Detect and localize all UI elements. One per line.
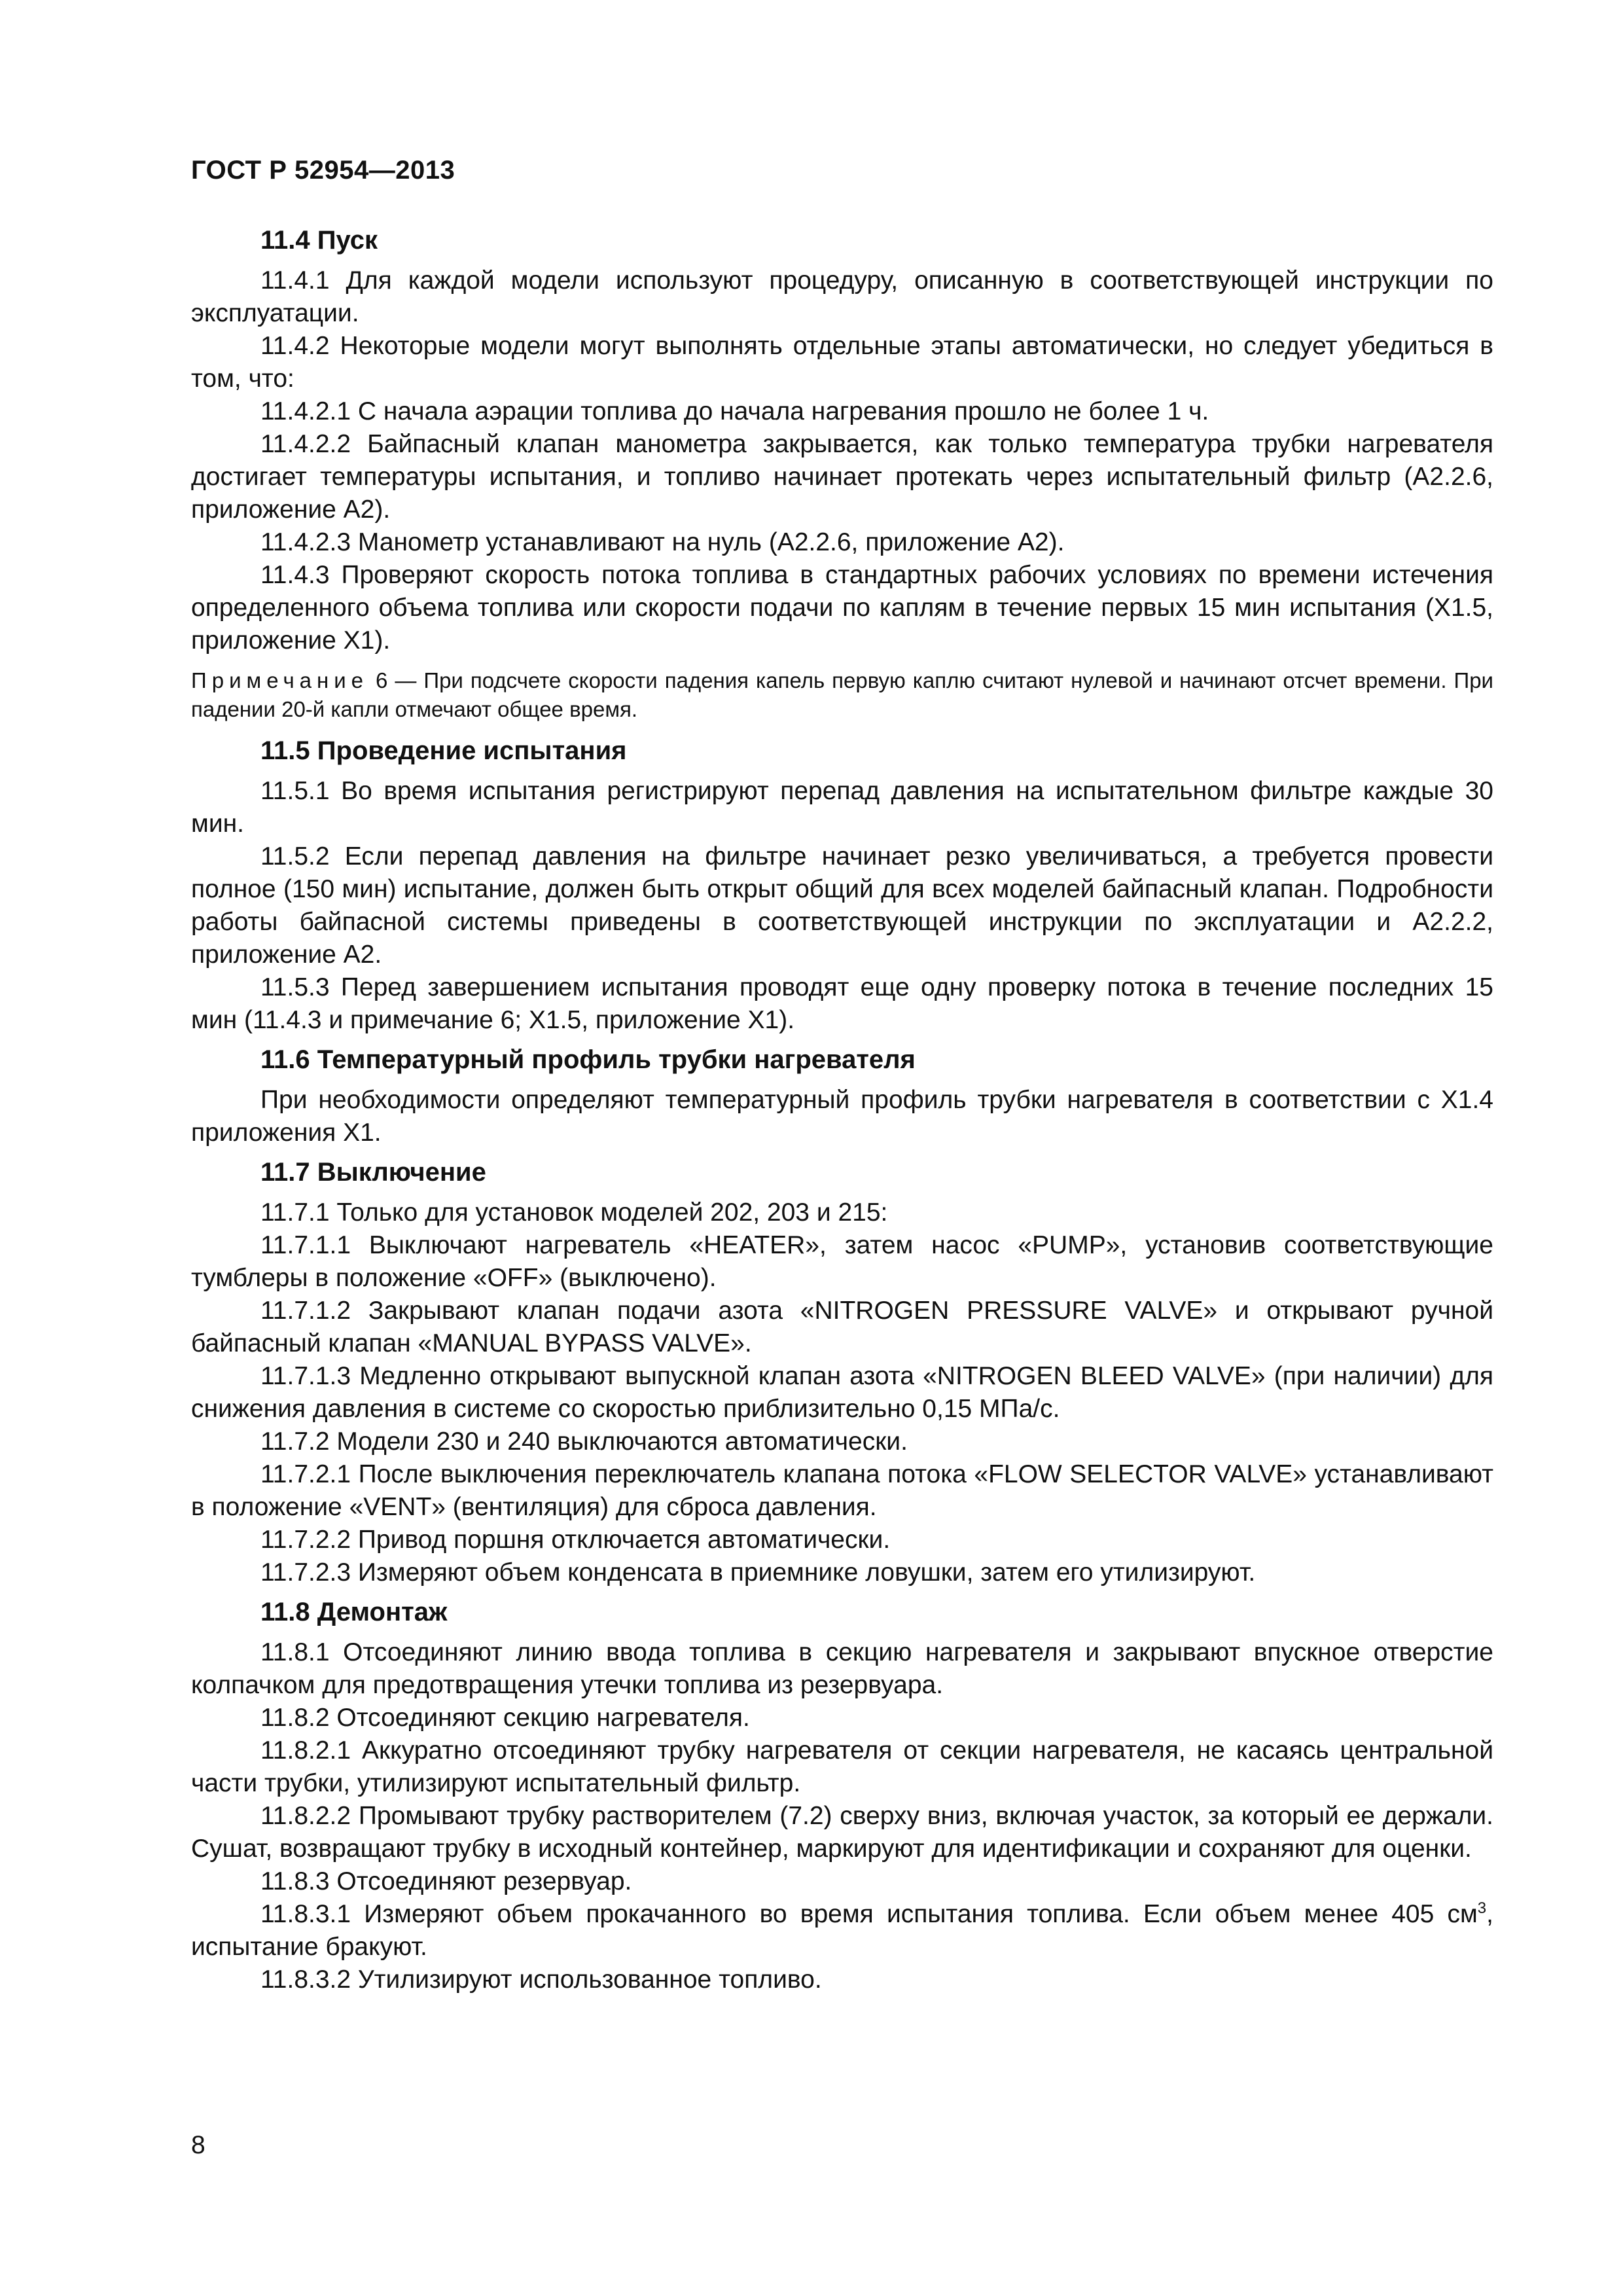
paragraph: 11.8.1 Отсоединяют линию ввода топлива в секцию нагревателя и закрывают впускное отверстие колпачком для предотвращения утечки топлива из резервуара.	[191, 1638, 1493, 1699]
paragraph: 11.7.2.1 После выключения переключатель клапана потока «FLOW SELECTOR VALVE» устанавливают в положение «VENT» (вентиляция) для сброса давления.	[191, 1460, 1493, 1521]
note-text: 6 — При подсчете скорости падения капель первую каплю считают нулевой и начинают отсчет времени. При падении 20-й капли отмечают общее время.	[191, 668, 1493, 721]
page-number: 8	[191, 2131, 205, 2159]
paragraph: 11.8.3.2 Утилизируют использованное топливо.	[260, 1965, 822, 1994]
note	[191, 666, 1493, 724]
section-11-5	[191, 734, 1493, 1037]
paragraph: 11.7.1.2 Закрывают клапан подачи азота «NITROGEN PRESSURE VALVE» и открывают ручной байпасный клапан «MANUAL BYPASS VALVE».	[191, 1297, 1493, 1357]
paragraph: 11.7.2 Модели 230 и 240 выключаются автоматически.	[260, 1427, 908, 1456]
paragraph: 11.7.1.1 Выключают нагреватель «HEATER», затем насос «PUMP», установив соответствующие тумблеры в положение «OFF» (выключено).	[191, 1231, 1493, 1292]
paragraph-text: 11.8.3.1 Измеряют объем прокачанного во время испытания топлива. Если объем менее 405 см	[260, 1900, 1478, 1928]
section-11-4	[191, 224, 1493, 724]
paragraph: 11.4.2.1 С начала аэрации топлива до начала нагревания прошло не более 1 ч.	[260, 397, 1209, 425]
document-header: ГОСТ Р 52954—2013	[191, 156, 455, 185]
paragraph: 11.8.2 Отсоединяют секцию нагревателя.	[260, 1704, 750, 1732]
section-heading: 11.8 Демонтаж	[260, 1598, 448, 1626]
section-11-7	[191, 1156, 1493, 1589]
note-label: Примечание	[191, 668, 369, 692]
paragraph: 11.7.1.3 Медленно открывают выпускной клапан азота «NITROGEN BLEED VALVE» (при наличии) для снижения давления в системе со скоростью приблизительно 0,15 МПа/с.	[191, 1362, 1493, 1423]
paragraph-text: , испытание бракуют.	[191, 1900, 1493, 1961]
paragraph: 11.7.2.3 Измеряют объем конденсата в приемнике ловушки, затем его утилизируют.	[260, 1558, 1256, 1587]
paragraph: 11.5.3 Перед завершением испытания проводят еще одну проверку потока в течение последних 15 мин (11.4.3 и примечание 6; Х1.5, приложение Х1).	[191, 973, 1493, 1034]
section-heading: 11.4 Пуск	[260, 226, 378, 255]
document-body	[191, 224, 1493, 1996]
section-heading: 11.7 Выключение	[260, 1158, 486, 1187]
paragraph: 11.5.1 Во время испытания регистрируют перепад давления на испытательном фильтре каждые 30 мин.	[191, 777, 1493, 838]
paragraph: 11.4.2.2 Байпасный клапан манометра закрывается, как только температура трубки нагревателя достигает температуры испытания, и топливо начинает протекать через испытательный фильтр (А2.2.6, приложение А2).	[191, 430, 1493, 524]
paragraph: 11.4.3 Проверяют скорость потока топлива в стандартных рабочих условиях по времени истечения определенного объема топлива или скорости подачи по каплям в течение первых 15 мин испытания (Х1.5, приложение Х1).	[191, 561, 1493, 655]
paragraph: 11.8.2.2 Промывают трубку растворителем (7.2) сверху вниз, включая участок, за который ее держали. Сушат, возвращают трубку в исходный контейнер, маркируют для идентификации и сохраняют для оценки.	[191, 1802, 1493, 1863]
section-heading: 11.6 Температурный профиль трубки нагревателя	[260, 1045, 916, 1074]
section-11-8	[191, 1596, 1493, 1996]
section-heading: 11.5 Проведение испытания	[260, 736, 627, 765]
paragraph: 11.4.2.3 Манометр устанавливают на нуль (А2.2.6, приложение А2).	[260, 528, 1065, 556]
paragraph: 11.4.2 Некоторые модели могут выполнять отдельные этапы автоматически, но следует убедиться в том, что:	[191, 332, 1493, 393]
superscript: 3	[1477, 1899, 1487, 1917]
paragraph: При необходимости определяют температурный профиль трубки нагревателя в соответствии с Х1.4 приложения Х1.	[191, 1086, 1493, 1147]
paragraph: 11.4.1 Для каждой модели используют процедуру, описанную в соответствующей инструкции по эксплуатации.	[191, 266, 1493, 327]
paragraph: 11.8.2.1 Аккуратно отсоединяют трубку нагревателя от секции нагревателя, не касаясь центральной части трубки, утилизируют испытательный фильтр.	[191, 1736, 1493, 1797]
paragraph: 11.7.2.2 Привод поршня отключается автоматически.	[260, 1526, 891, 1554]
paragraph	[191, 1898, 1493, 1964]
paragraph: 11.5.2 Если перепад давления на фильтре начинает резко увеличиваться, а требуется провести полное (150 мин) испытание, должен быть открыт общий для всех моделей байпасный клапан. Подробности работы байпасной системы приведены в соответствующей инструкции по эксплуатации и А2.2.2, приложение А2.	[191, 842, 1493, 969]
paragraph: 11.8.3 Отсоединяют резервуар.	[260, 1867, 632, 1895]
section-11-6	[191, 1043, 1493, 1149]
paragraph: 11.7.1 Только для установок моделей 202, 203 и 215:	[260, 1198, 888, 1227]
